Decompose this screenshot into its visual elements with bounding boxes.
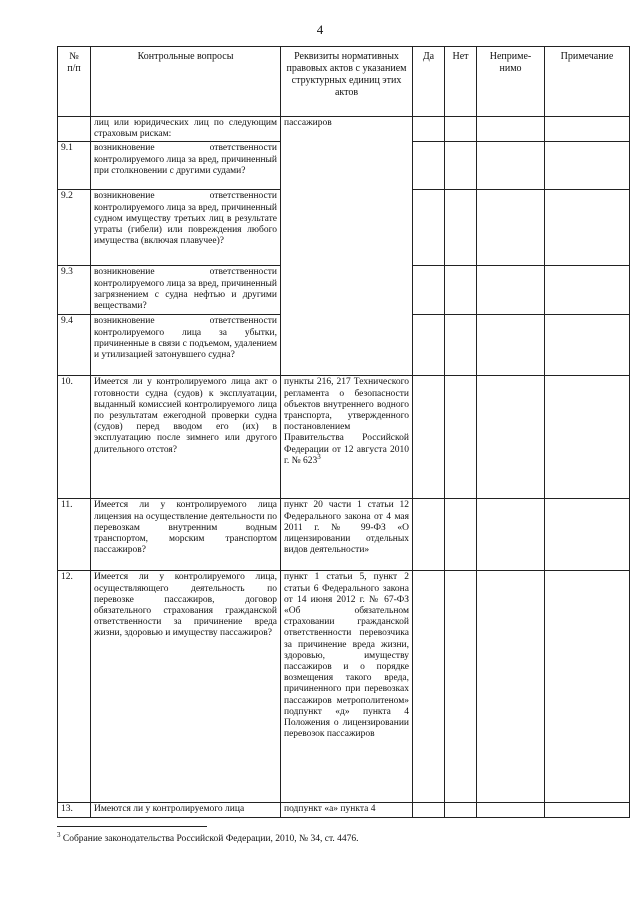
cell-na[interactable]: [477, 190, 545, 266]
row-question: возникновение ответственности контролируемого лица за вред, причиненный судном имуществу третьих лиц в результате утраты (гибели) или повреждения любого имущества (включая плавучее)?: [91, 190, 281, 266]
cell-yes[interactable]: [413, 190, 445, 266]
cell-no[interactable]: [445, 571, 477, 803]
cell-na[interactable]: [477, 117, 545, 142]
cell-yes[interactable]: [413, 803, 445, 817]
header-no: Нет: [445, 47, 477, 117]
row-num: 13.: [58, 803, 91, 817]
cell-no[interactable]: [445, 803, 477, 817]
row-requisites: подпункт «а» пункта 4: [281, 803, 413, 817]
cell-note[interactable]: [545, 142, 630, 190]
row-num: 9.3: [58, 266, 91, 315]
row-num: 9.1: [58, 142, 91, 190]
cell-na[interactable]: [477, 803, 545, 817]
checklist-table: [57, 46, 630, 818]
cell-yes[interactable]: [413, 571, 445, 803]
cell-yes[interactable]: [413, 117, 445, 142]
row-requisites: пункты 216, 217 Технического регламента о безопасности объектов внутреннего водного транспорта, утвержденного постановлением Правительства Российской Федерации от 12 августа 2010 г. № 623: [284, 377, 409, 466]
row-question: возникновение ответственности контролируемого лица за вред, причиненный при столкновении с другими судами?: [91, 142, 281, 190]
header-row: [58, 47, 630, 117]
cell-na[interactable]: [477, 499, 545, 571]
row-requisites: пассажиров: [281, 117, 413, 376]
row-requisites-cell: [281, 376, 413, 499]
cell-note[interactable]: [545, 571, 630, 803]
row-requisites: пункт 20 части 1 статьи 12 Федерального закона от 4 мая 2011 г. № 99-ФЗ «О лицензировании отдельных видов деятельности»: [281, 499, 413, 571]
row-question: Имеется ли у контролируемого лица акт о готовности судна (судов) к эксплуатации, выданный комиссией контролируемого лица по результатам ежегодной проверки судна (судов) перед вводом его (их) в эксплуатацию после зимнего или другого длительного отстоя?: [91, 376, 281, 499]
footnote-divider: [57, 826, 207, 827]
header-questions: Контрольные вопросы: [91, 47, 281, 117]
header-num: № п/п: [58, 47, 91, 117]
cell-no[interactable]: [445, 499, 477, 571]
row-question: возникновение ответственности контролируемого лица за вред, причиненный загрязнением с судна нефтью и другими веществами?: [91, 266, 281, 315]
cell-no[interactable]: [445, 117, 477, 142]
cell-note[interactable]: [545, 499, 630, 571]
table-row: [58, 803, 630, 817]
row-question: Имеется ли у контролируемого лица, осуществляющего деятельность по перевозке пассажиров, договор обязательного страхования гражданской ответственности за причинение вреда жизни, здоровью и имуществу пассажиров?: [91, 571, 281, 803]
cell-note[interactable]: [545, 803, 630, 817]
footnote-mark: 3: [57, 830, 61, 839]
cell-no[interactable]: [445, 376, 477, 499]
cell-na[interactable]: [477, 315, 545, 376]
footnote: [57, 830, 359, 844]
row-question: Имеются ли у контролируемого лица: [91, 803, 281, 817]
row-question: Имеется ли у контролируемого лица лицензия на осуществление деятельности по перевозкам внутренним водным транспортом, морским транспортом пассажиров?: [91, 499, 281, 571]
page-number: 4: [316, 22, 324, 37]
cell-no[interactable]: [445, 190, 477, 266]
cell-note[interactable]: [545, 376, 630, 499]
row-num: 9.2: [58, 190, 91, 266]
row-num: 12.: [58, 571, 91, 803]
cell-yes[interactable]: [413, 142, 445, 190]
cell-yes[interactable]: [413, 499, 445, 571]
row-question: возникновение ответственности контролируемого лица за убытки, причиненные в связи с подъемом, удалением и утилизацией затонувшего судна?: [91, 315, 281, 376]
row-requisites: пункт 1 статьи 5, пункт 2 статьи 6 Федерального закона от 14 июня 2012 г. № 67-ФЗ «Об обязательном страховании гражданской ответственности перевозчика за причинение вреда жизни, здоровью, имуществу пассажиров и о порядке возмещения такого вреда, причиненного при перевозках пассажиров метрополитеном» подпункт «д» пункта 4 Положения о лицензировании перевозок пассажиров: [281, 571, 413, 803]
cell-no[interactable]: [445, 315, 477, 376]
cell-yes[interactable]: [413, 315, 445, 376]
cell-note[interactable]: [545, 266, 630, 315]
footnote-text: Собрание законодательства Российской Федерации, 2010, № 34, ст. 4476.: [62, 834, 359, 844]
row-num: 11.: [58, 499, 91, 571]
table-row: [58, 499, 630, 571]
table-row: [58, 571, 630, 803]
cell-na[interactable]: [477, 571, 545, 803]
table-row: [58, 117, 630, 142]
row-question: лиц или юридических лиц по следующим страховым рискам:: [91, 117, 281, 142]
cell-no[interactable]: [445, 142, 477, 190]
cell-note[interactable]: [545, 117, 630, 142]
row-num: 9.4: [58, 315, 91, 376]
cell-note[interactable]: [545, 190, 630, 266]
row-num: [58, 117, 91, 142]
header-not-applicable: Неприме- нимо: [477, 47, 545, 117]
header-yes: Да: [413, 47, 445, 117]
cell-na[interactable]: [477, 142, 545, 190]
cell-yes[interactable]: [413, 266, 445, 315]
cell-na[interactable]: [477, 376, 545, 499]
header-requisites: Реквизиты нормативных правовых актов с указанием структурных единиц этих актов: [281, 47, 413, 117]
row-num: 10.: [58, 376, 91, 499]
header-note: Примечание: [545, 47, 630, 117]
footnote-ref: 3: [317, 452, 321, 461]
cell-note[interactable]: [545, 315, 630, 376]
cell-no[interactable]: [445, 266, 477, 315]
cell-na[interactable]: [477, 266, 545, 315]
table-row: [58, 376, 630, 499]
cell-yes[interactable]: [413, 376, 445, 499]
